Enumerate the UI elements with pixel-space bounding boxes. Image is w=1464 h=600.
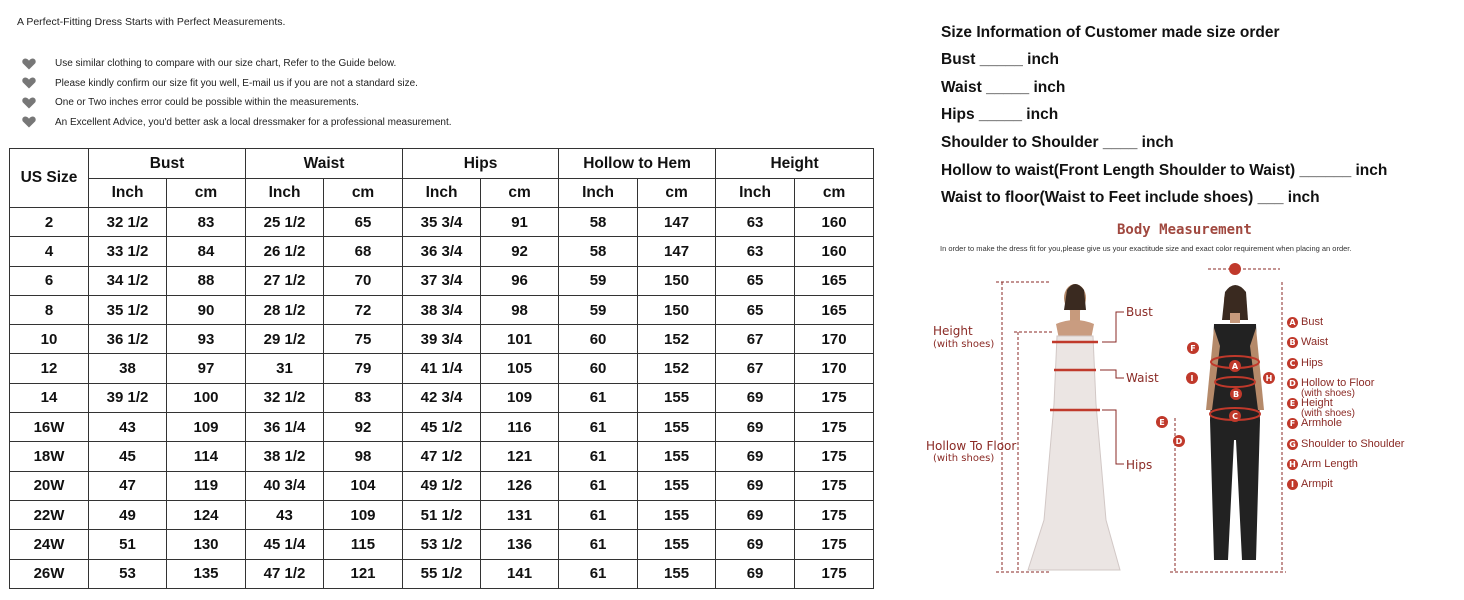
measure-cell: 109 (324, 500, 403, 529)
measure-cell: 165 (795, 266, 874, 295)
unit-cm: cm (481, 179, 559, 208)
marker-d: D (1175, 437, 1183, 446)
unit-cm: cm (638, 179, 716, 208)
measure-cell: 175 (795, 530, 874, 559)
unit-cm: cm (795, 179, 874, 208)
measure-cell: 100 (167, 383, 246, 412)
measure-cell: 35 1/2 (89, 295, 167, 324)
measure-cell: 36 3/4 (403, 237, 481, 266)
measure-cell: 32 1/2 (89, 208, 167, 237)
legend-text (1301, 398, 1355, 419)
measure-cell: 49 (89, 500, 167, 529)
tip-item (22, 74, 452, 94)
measure-cell: 58 (559, 237, 638, 266)
measure-cell: 45 1/4 (246, 530, 324, 559)
size-cell: 22W (10, 500, 89, 529)
measure-cell: 63 (716, 208, 795, 237)
measure-cell: 114 (167, 442, 246, 471)
measure-cell: 53 1/2 (403, 530, 481, 559)
hips-bracket (1102, 410, 1124, 464)
measure-cell: 170 (795, 354, 874, 383)
tip-text: Please kindly confirm our size fit you well, E-mail us if you are not a standard size. (55, 77, 418, 89)
measure-cell: 38 3/4 (403, 295, 481, 324)
header-height: Height (716, 149, 874, 179)
legend-label: Waist (1301, 336, 1329, 349)
table-row (10, 559, 874, 588)
order-line-bust: Bust _____ inch (941, 51, 1060, 68)
measure-cell: 150 (638, 295, 716, 324)
legend-text (1301, 337, 1328, 348)
body-measurement-subtitle: In order to make the dress fit for you,please give us your exactitude size and exact color requirement when placing an order. (940, 244, 1352, 253)
tip-text: One or Two inches error could be possible within the measurements. (55, 97, 359, 109)
measure-cell: 61 (559, 383, 638, 412)
table-row (10, 530, 874, 559)
header-hips: Hips (403, 149, 559, 179)
label-height: Height (933, 324, 973, 338)
measure-cell: 65 (716, 266, 795, 295)
measure-cell: 121 (324, 559, 403, 588)
size-cell: 24W (10, 530, 89, 559)
measure-cell: 115 (324, 530, 403, 559)
order-line-hollow-to-waist: Hollow to waist(Front Length Shoulder to Waist) ______ inch (941, 161, 1388, 179)
tip-text: Use similar clothing to compare with our size chart, Refer to the Guide below. (55, 58, 397, 70)
measure-cell: 32 1/2 (246, 383, 324, 412)
legend-text (1301, 459, 1358, 470)
tip-item (22, 113, 452, 133)
measure-cell: 69 (716, 413, 795, 442)
size-table (9, 148, 874, 589)
order-line-waist-to-floor: Waist to floor(Waist to Feet include shoes) ___ inch (941, 189, 1320, 207)
unit-inch: Inch (716, 179, 795, 208)
legend-letter: I (1287, 479, 1298, 490)
legend-letter: B (1287, 337, 1298, 348)
order-title: Size Information of Customer made size order (941, 24, 1280, 41)
measure-cell: 170 (795, 325, 874, 354)
measure-cell: 69 (716, 383, 795, 412)
legend-item (1287, 459, 1404, 479)
legend-letter: H (1287, 459, 1298, 470)
legend-item (1287, 418, 1404, 438)
measure-cell: 69 (716, 530, 795, 559)
size-cell: 20W (10, 471, 89, 500)
legend-label: Bust (1301, 316, 1324, 328)
measure-cell: 59 (559, 266, 638, 295)
measure-cell: 39 3/4 (403, 325, 481, 354)
table-row (10, 471, 874, 500)
measure-cell: 90 (167, 295, 246, 324)
measure-cell: 175 (795, 500, 874, 529)
unit-cm: cm (324, 179, 403, 208)
measure-cell: 26 1/2 (246, 237, 324, 266)
size-cell: 26W (10, 559, 89, 588)
legend-text (1301, 378, 1374, 399)
bust-bracket (1102, 312, 1124, 342)
measure-cell: 160 (795, 237, 874, 266)
measure-cell: 41 1/4 (403, 354, 481, 383)
measure-cell: 155 (638, 413, 716, 442)
legend-label: Armhole (1301, 417, 1342, 430)
model-figure (1170, 263, 1286, 572)
tip-item (22, 54, 452, 74)
marker-c: C (1232, 412, 1238, 421)
measure-cell: 141 (481, 559, 559, 588)
legend-text (1301, 358, 1323, 369)
marker-e: E (1159, 418, 1165, 427)
measure-cell: 61 (559, 530, 638, 559)
measure-cell: 152 (638, 354, 716, 383)
measure-cell: 83 (324, 383, 403, 412)
measure-cell: 53 (89, 559, 167, 588)
legend-item (1287, 439, 1404, 459)
measure-cell: 63 (716, 237, 795, 266)
order-line-waist: Waist _____ inch (941, 78, 1066, 96)
order-line-shoulder: Shoulder to Shoulder ____ inch (941, 134, 1174, 152)
measure-cell: 84 (167, 237, 246, 266)
legend-label: Shoulder to Shoulder (1301, 437, 1405, 450)
size-cell: 6 (10, 266, 89, 295)
size-cell: 4 (10, 237, 89, 266)
measure-cell: 60 (559, 354, 638, 383)
legend-sublabel: (with shoes) (1301, 387, 1355, 399)
measure-cell: 31 (246, 354, 324, 383)
tips-list (22, 54, 452, 132)
measure-cell: 68 (324, 237, 403, 266)
legend-letter: D (1287, 378, 1298, 389)
measure-cell: 61 (559, 500, 638, 529)
size-cell: 10 (10, 325, 89, 354)
header-us-size: US Size (10, 149, 89, 208)
dress-figure (1028, 284, 1120, 570)
unit-cm: cm (167, 179, 246, 208)
measure-cell: 147 (638, 208, 716, 237)
measure-cell: 45 (89, 442, 167, 471)
measure-cell: 98 (324, 442, 403, 471)
measure-cell: 72 (324, 295, 403, 324)
measure-cell: 152 (638, 325, 716, 354)
measure-cell: 61 (559, 442, 638, 471)
measure-cell: 43 (89, 413, 167, 442)
unit-inch: Inch (559, 179, 638, 208)
measure-cell: 33 1/2 (89, 237, 167, 266)
table-row (10, 266, 874, 295)
legend-item (1287, 358, 1404, 378)
measure-cell: 59 (559, 295, 638, 324)
size-cell: 14 (10, 383, 89, 412)
measure-cell: 51 1/2 (403, 500, 481, 529)
legend-item (1287, 317, 1404, 337)
measure-cell: 61 (559, 413, 638, 442)
unit-inch: Inch (403, 179, 481, 208)
measure-cell: 121 (481, 442, 559, 471)
heart-icon (22, 58, 36, 70)
measure-cell: 60 (559, 325, 638, 354)
measure-cell: 155 (638, 442, 716, 471)
label-bust: Bust (1126, 305, 1153, 319)
label-height-note: (with shoes) (933, 339, 995, 350)
measure-cell: 109 (481, 383, 559, 412)
legend-letter: E (1287, 398, 1298, 409)
unit-inch: Inch (246, 179, 324, 208)
heart-icon (22, 97, 36, 109)
measurement-legend (1287, 317, 1404, 500)
measure-cell: 101 (481, 325, 559, 354)
measure-cell: 67 (716, 354, 795, 383)
measure-cell: 130 (167, 530, 246, 559)
heart-icon (22, 77, 36, 89)
measure-cell: 69 (716, 500, 795, 529)
measure-cell: 55 1/2 (403, 559, 481, 588)
measure-cell: 83 (167, 208, 246, 237)
order-line-hips: Hips _____ inch (941, 106, 1059, 124)
measure-cell: 38 1/2 (246, 442, 324, 471)
measure-cell: 93 (167, 325, 246, 354)
measure-cell: 75 (324, 325, 403, 354)
measure-cell: 109 (167, 413, 246, 442)
size-cell: 8 (10, 295, 89, 324)
legend-text (1301, 317, 1323, 328)
measure-cell: 155 (638, 530, 716, 559)
table-row (10, 442, 874, 471)
measure-cell: 67 (716, 325, 795, 354)
size-table-body (10, 208, 874, 589)
measure-cell: 155 (638, 383, 716, 412)
measure-cell: 69 (716, 559, 795, 588)
size-cell: 12 (10, 354, 89, 383)
table-row (10, 354, 874, 383)
legend-item (1287, 337, 1404, 357)
legend-text (1301, 439, 1404, 450)
measure-cell: 175 (795, 413, 874, 442)
label-waist: Waist (1126, 371, 1159, 385)
legend-item (1287, 378, 1404, 398)
legend-text (1301, 479, 1333, 490)
table-row (10, 325, 874, 354)
table-row (10, 413, 874, 442)
measure-cell: 69 (716, 442, 795, 471)
legend-text (1301, 418, 1342, 429)
measure-cell: 27 1/2 (246, 266, 324, 295)
measure-cell: 175 (795, 383, 874, 412)
measure-cell: 104 (324, 471, 403, 500)
measure-cell: 28 1/2 (246, 295, 324, 324)
marker-i: I (1190, 374, 1194, 383)
measure-cell: 39 1/2 (89, 383, 167, 412)
body-measurement-figure (926, 220, 1464, 600)
measure-cell: 116 (481, 413, 559, 442)
measure-cell: 42 3/4 (403, 383, 481, 412)
measure-cell: 70 (324, 266, 403, 295)
measure-cell: 49 1/2 (403, 471, 481, 500)
marker-h: H (1265, 374, 1273, 383)
measure-cell: 40 3/4 (246, 471, 324, 500)
measure-cell: 96 (481, 266, 559, 295)
measure-cell: 47 1/2 (403, 442, 481, 471)
measure-cell: 175 (795, 442, 874, 471)
table-row (10, 208, 874, 237)
measure-cell: 147 (638, 237, 716, 266)
header-hollow-to-hem: Hollow to Hem (559, 149, 716, 179)
heart-icon (22, 116, 36, 128)
tip-text: An Excellent Advice, you'd better ask a local dressmaker for a professional measurement. (55, 116, 452, 128)
measure-cell: 29 1/2 (246, 325, 324, 354)
measure-cell: 35 3/4 (403, 208, 481, 237)
measure-cell: 61 (559, 559, 638, 588)
legend-item (1287, 398, 1404, 418)
legend-label: Hollow to Floor (1301, 376, 1375, 389)
label-hollow-note: (with shoes) (933, 453, 995, 464)
measure-cell: 150 (638, 266, 716, 295)
size-cell: 18W (10, 442, 89, 471)
measure-cell: 65 (324, 208, 403, 237)
label-hips: Hips (1126, 458, 1153, 472)
measure-cell: 98 (481, 295, 559, 324)
tip-item (22, 93, 452, 113)
measure-cell: 36 1/2 (89, 325, 167, 354)
measure-cell: 69 (716, 471, 795, 500)
size-cell: 2 (10, 208, 89, 237)
label-hollow-to-floor: Hollow To Floor (926, 439, 1017, 453)
body-measurement-title: Body Measurement (1117, 222, 1252, 238)
legend-label: Arm Length (1301, 458, 1358, 471)
legend-letter: C (1287, 358, 1298, 369)
legend-label: Hips (1301, 356, 1324, 369)
measure-cell: 47 (89, 471, 167, 500)
measure-cell: 91 (481, 208, 559, 237)
measure-cell: 88 (167, 266, 246, 295)
measure-cell: 160 (795, 208, 874, 237)
legend-letter: F (1287, 418, 1298, 429)
measure-cell: 36 1/4 (246, 413, 324, 442)
measure-cell: 34 1/2 (89, 266, 167, 295)
table-row (10, 295, 874, 324)
measure-cell: 25 1/2 (246, 208, 324, 237)
measure-cell: 65 (716, 295, 795, 324)
measure-cell: 79 (324, 354, 403, 383)
header-waist: Waist (246, 149, 403, 179)
measure-cell: 155 (638, 559, 716, 588)
header-bust: Bust (89, 149, 246, 179)
measure-cell: 155 (638, 500, 716, 529)
measure-cell: 136 (481, 530, 559, 559)
measure-cell: 61 (559, 471, 638, 500)
order-lines (941, 51, 1387, 217)
legend-item (1287, 479, 1404, 499)
measure-cell: 92 (481, 237, 559, 266)
measure-cell: 175 (795, 559, 874, 588)
measure-cell: 126 (481, 471, 559, 500)
measure-cell: 38 (89, 354, 167, 383)
legend-letter: A (1287, 317, 1298, 328)
measure-cell: 97 (167, 354, 246, 383)
measure-cell: 135 (167, 559, 246, 588)
measure-cell: 37 3/4 (403, 266, 481, 295)
measure-cell: 92 (324, 413, 403, 442)
custom-order-panel (926, 0, 1464, 600)
legend-label: Armpit (1301, 478, 1333, 491)
measure-cell: 45 1/2 (403, 413, 481, 442)
measure-cell: 175 (795, 471, 874, 500)
table-row (10, 500, 874, 529)
table-row (10, 237, 874, 266)
marker-f: F (1190, 344, 1196, 353)
intro-title: A Perfect-Fitting Dress Starts with Perfect Measurements. (17, 16, 286, 28)
measure-cell: 155 (638, 471, 716, 500)
measure-cell: 131 (481, 500, 559, 529)
table-row (10, 383, 874, 412)
waist-bracket (1100, 370, 1124, 378)
measure-cell: 47 1/2 (246, 559, 324, 588)
measure-cell: 51 (89, 530, 167, 559)
measure-cell: 43 (246, 500, 324, 529)
legend-sublabel: (with shoes) (1301, 408, 1355, 420)
measure-cell: 165 (795, 295, 874, 324)
marker-b: B (1232, 390, 1240, 399)
legend-letter: G (1287, 439, 1298, 450)
measure-cell: 105 (481, 354, 559, 383)
legend-label: Height (1301, 397, 1333, 410)
size-cell: 16W (10, 413, 89, 442)
marker-a: A (1231, 362, 1239, 371)
measure-cell: 58 (559, 208, 638, 237)
unit-inch: Inch (89, 179, 167, 208)
measure-cell: 124 (167, 500, 246, 529)
measure-cell: 119 (167, 471, 246, 500)
